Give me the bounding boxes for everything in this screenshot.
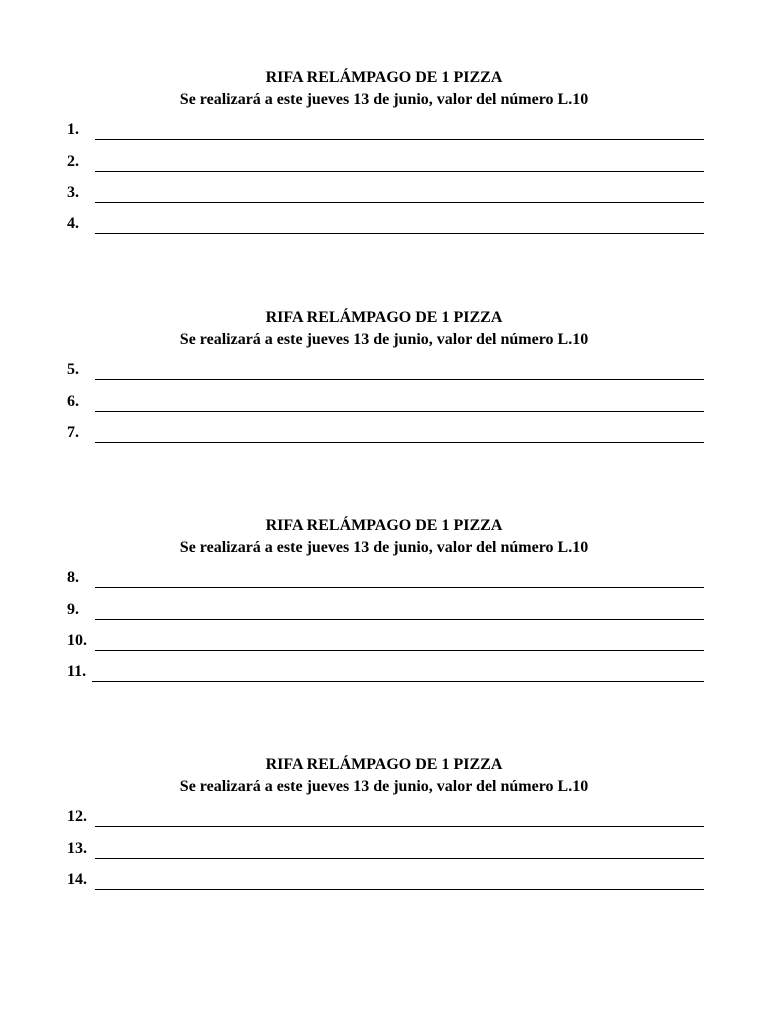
entry-blank-line[interactable]	[92, 681, 704, 682]
entry-number: 10.	[67, 632, 87, 649]
raffle-title: RIFA RELÁMPAGO DE 1 PIZZA	[265, 69, 503, 86]
entry-number: 5.	[67, 361, 79, 378]
entry-number: 8.	[67, 569, 79, 586]
entry-blank-line[interactable]	[95, 411, 704, 412]
entry-number: 12.	[67, 808, 87, 825]
entry-row[interactable]	[67, 807, 704, 829]
entry-number: 13.	[67, 840, 87, 857]
entry-number: 4.	[67, 215, 79, 232]
entry-number: 3.	[67, 184, 79, 201]
raffle-subtitle: Se realizará a este jueves 13 de junio, valor del número L.10	[179, 778, 589, 795]
entry-row[interactable]	[67, 631, 704, 653]
raffle-title: RIFA RELÁMPAGO DE 1 PIZZA	[265, 517, 503, 534]
entry-number: 6.	[67, 393, 79, 410]
raffle-title: RIFA RELÁMPAGO DE 1 PIZZA	[265, 756, 503, 773]
entry-blank-line[interactable]	[95, 139, 704, 140]
entry-blank-line[interactable]	[95, 619, 704, 620]
entry-number: 2.	[67, 153, 79, 170]
entry-blank-line[interactable]	[95, 442, 704, 443]
entry-blank-line[interactable]	[95, 379, 704, 380]
entry-row[interactable]	[67, 423, 704, 445]
entry-number: 9.	[67, 601, 79, 618]
entry-blank-line[interactable]	[95, 202, 704, 203]
entry-number: 7.	[67, 424, 79, 441]
entry-row[interactable]	[67, 662, 704, 684]
raffle-title: RIFA RELÁMPAGO DE 1 PIZZA	[265, 309, 503, 326]
entry-row[interactable]	[67, 870, 704, 892]
entry-number: 11.	[67, 663, 87, 680]
entry-row[interactable]	[67, 360, 704, 382]
entry-row[interactable]	[67, 568, 704, 590]
entry-row[interactable]	[67, 392, 704, 414]
raffle-subtitle: Se realizará a este jueves 13 de junio, valor del número L.10	[179, 91, 589, 108]
entry-blank-line[interactable]	[95, 171, 704, 172]
entry-row[interactable]	[67, 600, 704, 622]
entry-blank-line[interactable]	[95, 587, 704, 588]
entry-row[interactable]	[67, 152, 704, 174]
entry-row[interactable]	[67, 214, 704, 236]
entry-blank-line[interactable]	[95, 233, 704, 234]
entry-row[interactable]	[67, 120, 704, 142]
entry-row[interactable]	[67, 839, 704, 861]
raffle-subtitle: Se realizará a este jueves 13 de junio, valor del número L.10	[179, 331, 589, 348]
raffle-subtitle: Se realizará a este jueves 13 de junio, valor del número L.10	[179, 539, 589, 556]
entry-number: 1.	[67, 121, 79, 138]
entry-blank-line[interactable]	[95, 858, 704, 859]
entry-blank-line[interactable]	[95, 826, 704, 827]
entry-number: 14.	[67, 871, 87, 888]
entry-blank-line[interactable]	[95, 650, 704, 651]
entry-blank-line[interactable]	[95, 889, 704, 890]
entry-row[interactable]	[67, 183, 704, 205]
